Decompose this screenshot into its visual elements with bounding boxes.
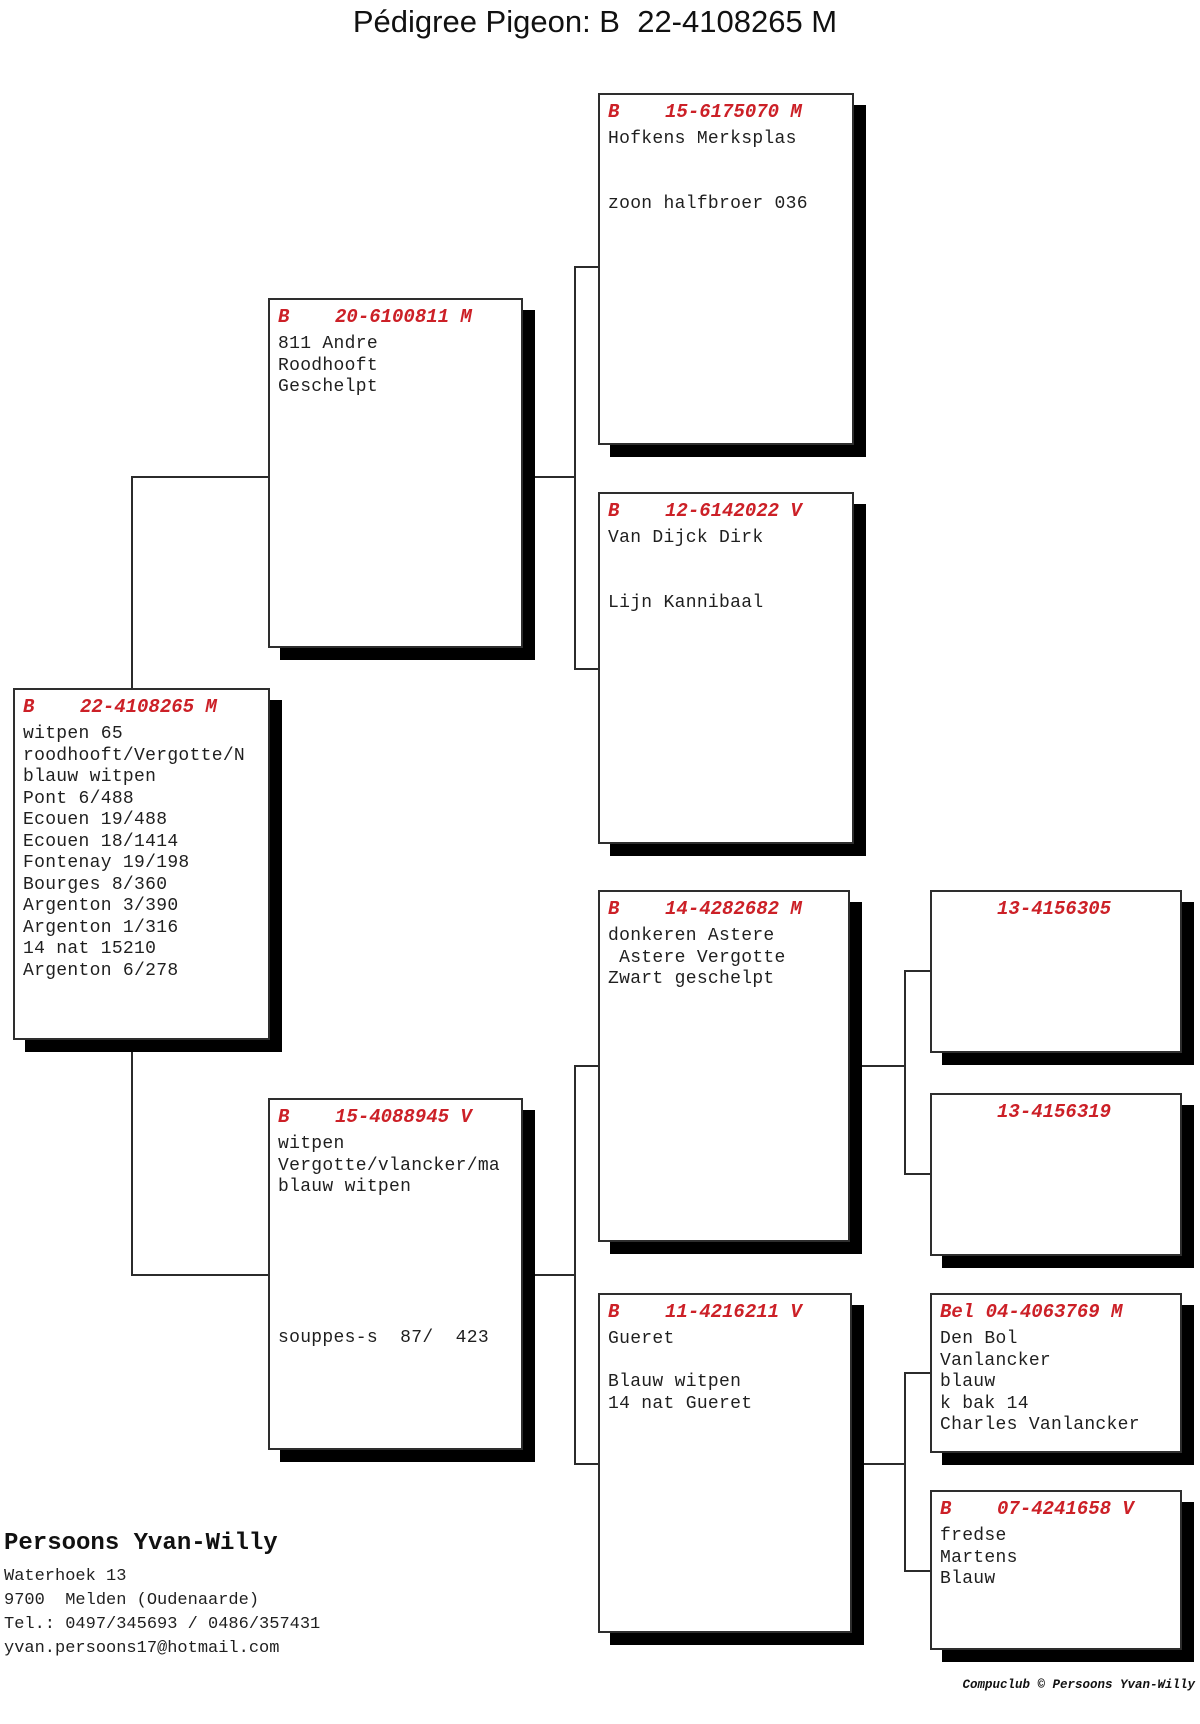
ring-number: B 20-6100811 M [278,306,472,328]
pigeon-note-line: Bourges 8/360 [23,874,168,895]
pigeon-note-line: Ecouen 18/1414 [23,831,179,852]
page-title: Pédigree Pigeon: B 22-4108265 M [352,4,838,39]
connector-line [523,1274,576,1276]
pedigree-box-dam-sire-dam[interactable] [930,1093,1182,1256]
pigeon-note-line: Blauw [940,1569,996,1589]
ring-number: 13-4156319 [940,1101,1112,1123]
pigeon-note-line [278,1220,513,1242]
pigeon-notes [608,528,844,614]
ring-number: Bel 04-4063769 M [940,1301,1123,1323]
pigeon-note-line [278,1199,513,1221]
pedigree-box-sire-dam[interactable] [598,492,854,844]
owner-address [4,1565,424,1661]
connector-line [574,266,600,268]
pigeon-note-line: Vergotte/vlancker/ma [278,1155,501,1176]
connector-line [574,668,600,670]
pigeon-note-line: Zwart geschelpt [608,969,775,989]
pigeon-note-line: Hofkens Merksplas [608,129,797,149]
pigeon-notes [278,1134,513,1349]
pigeon-note-line: 14 nat Gueret [608,1393,753,1414]
pigeon-notes [278,334,513,399]
ring-number: B 12-6142022 V [608,500,802,522]
connector-line [132,1274,270,1276]
owner-block [4,1530,424,1661]
pigeon-note-line: blauw witpen [278,1177,412,1197]
connector-line [132,476,270,478]
connector-line [574,1065,576,1465]
pedigree-box-sire-sire[interactable] [598,93,854,445]
pedigree-box-dam[interactable] [268,1098,523,1450]
pigeon-note-line: witpen 65 [23,724,123,744]
ring-number: 13-4156305 [940,898,1112,920]
pigeon-note-line: Martens [940,1547,1018,1568]
pigeon-note-line: blauw witpen [23,767,157,787]
connector-line [904,1570,932,1572]
pigeon-note-line: Charles Vanlancker [940,1415,1140,1435]
pigeon-note-line: souppes-s 87/ 423 [278,1327,489,1348]
pedigree-box-sire[interactable] [268,298,523,648]
pigeon-note-line [608,571,844,593]
connector-line [131,476,133,690]
connector-line [523,476,576,478]
pigeon-note-line [608,151,844,173]
connector-line [852,1463,906,1465]
connector-line [904,1372,932,1374]
pigeon-note-line: Ecouen 19/488 [23,810,168,830]
pigeon-note-line: Astere Vergotte [608,947,786,968]
pigeon-note-line: zoon halfbroer 036 [608,193,808,214]
pigeon-note-line [278,1263,513,1285]
pigeon-note-line: Geschelpt [278,377,378,397]
pigeon-note-line [278,1285,513,1307]
connector-line [904,970,906,1175]
pedigree-box-dam-dam-dam[interactable] [930,1490,1182,1650]
pigeon-notes [608,1329,842,1415]
ring-number: B 15-6175070 M [608,101,802,123]
connector-line [574,1065,600,1067]
pigeon-note-line: k bak 14 [940,1393,1029,1414]
pigeon-note-line: Argenton 6/278 [23,960,179,981]
pedigree-box-dam-dam[interactable] [598,1293,852,1633]
pedigree-box-dam-dam-sire[interactable] [930,1293,1182,1453]
pigeon-note-line: roodhooft/Vergotte/N [23,745,246,766]
pedigree-box-dam-sire[interactable] [598,890,850,1242]
pigeon-note-line: Fontenay 19/198 [23,853,190,873]
pigeon-notes [940,1526,1172,1591]
owner-address-line: Waterhoek 13 [4,1567,127,1586]
pigeon-note-line: Van Dijck Dirk [608,528,764,548]
owner-name: Persoons Yvan-Willy [4,1530,278,1557]
pigeon-note-line [278,1242,513,1264]
ring-number: B 11-4216211 V [608,1301,802,1323]
pigeon-note-line: fredse [940,1526,1007,1546]
pigeon-notes [608,926,840,991]
owner-address-line: Tel.: 0497/345693 / 0486/357431 [4,1615,321,1634]
pigeon-note-line: Argenton 3/390 [23,896,179,916]
pigeon-notes [940,1329,1172,1437]
owner-address-line: 9700 Melden (Oudenaarde) [4,1591,260,1610]
pigeon-note-line: Pont 6/488 [23,788,135,809]
pigeon-note-line: 14 nat 15210 [23,939,157,959]
connector-line [850,1065,906,1067]
pigeon-note-line [608,1351,842,1373]
connector-line [131,1040,133,1276]
connector-line [904,970,932,972]
pigeon-note-line: 811 Andre [278,334,378,354]
pigeon-note-line [608,550,844,572]
ring-number: B 22-4108265 M [23,696,217,718]
pigeon-note-line [608,172,844,194]
pedigree-box-subject[interactable] [13,688,270,1040]
ring-number: B 07-4241658 V [940,1498,1134,1520]
connector-line [904,1372,906,1572]
connector-line [904,1173,932,1175]
software-credit: Compuclub © Persoons Yvan-Willy [962,1678,1195,1692]
pedigree-box-dam-sire-sire[interactable] [930,890,1182,1053]
pigeon-note-line: Den Bol [940,1329,1018,1349]
pigeon-notes [608,129,844,215]
pigeon-note-line: donkeren Astere [608,926,775,946]
pigeon-note-line: Vanlancker [940,1350,1052,1371]
ring-number: B 15-4088945 V [278,1106,472,1128]
ring-number: B 14-4282682 M [608,898,802,920]
pigeon-note-line: blauw [940,1372,996,1392]
pigeon-note-line [278,1306,513,1328]
pigeon-note-line: Lijn Kannibaal [608,592,764,613]
owner-address-line: yvan.persoons17@hotmail.com [4,1639,280,1658]
connector-line [574,1463,600,1465]
connector-line [574,266,576,670]
pigeon-note-line: Blauw witpen [608,1372,742,1392]
pigeon-note-line: Argenton 1/316 [23,917,179,938]
pigeon-note-line: Roodhooft [278,355,378,376]
pigeon-notes [23,724,260,982]
pigeon-note-line: witpen [278,1134,345,1154]
pigeon-note-line: Gueret [608,1329,675,1349]
